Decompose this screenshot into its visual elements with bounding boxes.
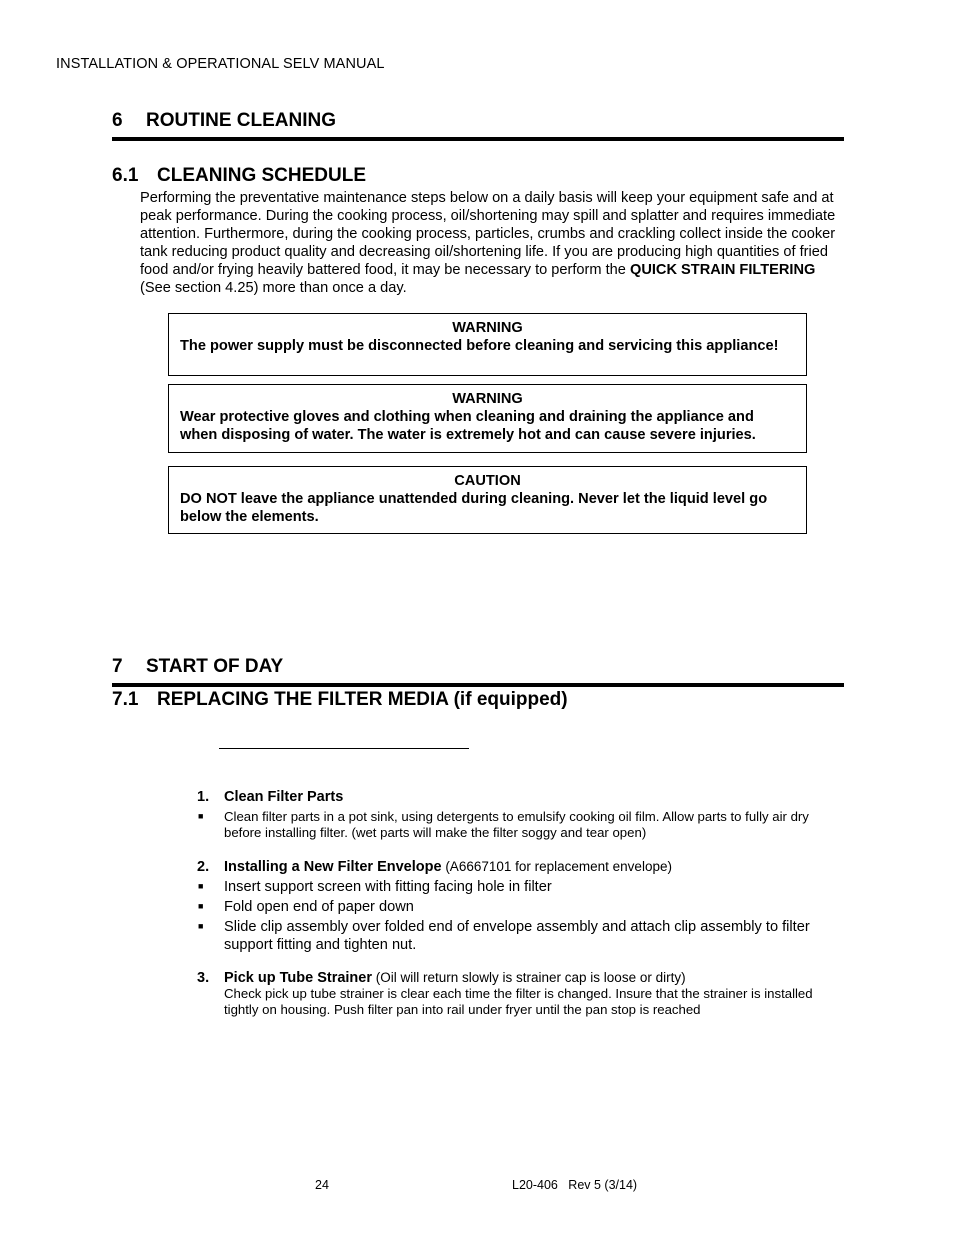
section-6-1-heading bbox=[112, 165, 366, 187]
step-number: 3. bbox=[197, 970, 210, 986]
section-number: 7.1 bbox=[112, 689, 139, 710]
bullet-square-icon: ■ bbox=[198, 811, 204, 821]
section-7-heading bbox=[112, 656, 283, 678]
section-title: ROUTINE CLEANING bbox=[146, 110, 336, 131]
document-revision: L20-406 Rev 5 (3/14) bbox=[512, 1178, 638, 1192]
step-1-bullet-1: Clean filter parts in a pot sink, using detergents to emulsify cooking oil film. Allow parts to fully air dry before installing filter. (wet parts will make the filter soggy and tear open) bbox=[224, 809, 809, 840]
quick-strain-filtering-term: QUICK STRAIN FILTERING bbox=[629, 262, 816, 278]
notice-title: CAUTION bbox=[454, 473, 521, 489]
bullet-square-icon: ■ bbox=[198, 881, 204, 891]
section-number: 6.1 bbox=[112, 165, 139, 186]
running-header: INSTALLATION & OPERATIONAL SELV MANUAL bbox=[56, 56, 385, 72]
cleaning-schedule-paragraph: Performing the preventative maintenance steps below on a daily basis will keep your equipment safe and at peak performance. During the cooking process, oil/shortening may spill and splatter and requires immediate attention. Furthermore, during the cooking process, particles, crumbs and crackling collect inside the cooker tank reducing product quality and decreasing oil/shortening life. If you are producing high quantities of fried food and/or frying heavily battered food, it may be necessary to perform the QUICK STRAIN FILTERING (See section 4.25) more than once a day. bbox=[140, 190, 836, 296]
caution-box bbox=[168, 466, 807, 534]
notice-text: DO NOT leave the appliance unattended during cleaning. Never let the liquid level go below the elements. bbox=[180, 491, 768, 525]
section-rule bbox=[112, 683, 844, 687]
step-2-bullet-2: Fold open end of paper down bbox=[224, 899, 414, 915]
notice-text: Wear protective gloves and clothing when cleaning and draining the appliance and when disposing of water. The water is extremely hot and can cause severe injuries. bbox=[180, 409, 756, 443]
step-title-pick-up-tube-strainer: Pick up Tube Strainer (Oil will return slowly is strainer cap is loose or dirty) bbox=[224, 970, 686, 986]
section-7-1-heading bbox=[112, 689, 568, 711]
step-number: 1. bbox=[197, 789, 210, 805]
step-number: 2. bbox=[197, 859, 210, 875]
section-title: START OF DAY bbox=[146, 656, 284, 677]
notice-title: WARNING bbox=[452, 320, 523, 336]
step-3-text: Check pick up tube strainer is clear each time the filter is changed. Insure that the strainer is installed tightly on housing. Push filter pan into rail under fryer until the pan stop is reached bbox=[224, 986, 813, 1017]
underline-stub bbox=[219, 748, 469, 749]
warning-box-power bbox=[168, 313, 807, 376]
section-title: CLEANING SCHEDULE bbox=[157, 165, 367, 186]
step-title-clean-filter-parts: Clean Filter Parts bbox=[224, 789, 344, 805]
section-number: 7 bbox=[112, 656, 123, 677]
step-title-new-filter-envelope: Installing a New Filter Envelope (A6667101 for replacement envelope) bbox=[224, 859, 672, 875]
warning-box-hot-water bbox=[168, 384, 807, 453]
bullet-square-icon: ■ bbox=[198, 921, 204, 931]
replacement-envelope-note: (A6667101 for replacement envelope) bbox=[441, 859, 672, 874]
strainer-note: (Oil will return slowly is strainer cap is loose or dirty) bbox=[372, 970, 686, 985]
page-number: 24 bbox=[315, 1178, 329, 1192]
section-title: REPLACING THE FILTER MEDIA (if equipped) bbox=[157, 689, 568, 710]
section-number: 6 bbox=[112, 110, 123, 131]
section-6-heading bbox=[112, 110, 336, 132]
notice-text: The power supply must be disconnected before cleaning and servicing this appliance! bbox=[180, 338, 779, 354]
notice-title: WARNING bbox=[452, 391, 523, 407]
bullet-square-icon: ■ bbox=[198, 901, 204, 911]
step-2-bullet-3: Slide clip assembly over folded end of envelope assembly and attach clip assembly to filter support fitting and tighten nut. bbox=[224, 919, 810, 953]
section-rule bbox=[112, 137, 844, 141]
step-2-bullet-1: Insert support screen with fitting facing hole in filter bbox=[224, 879, 552, 895]
